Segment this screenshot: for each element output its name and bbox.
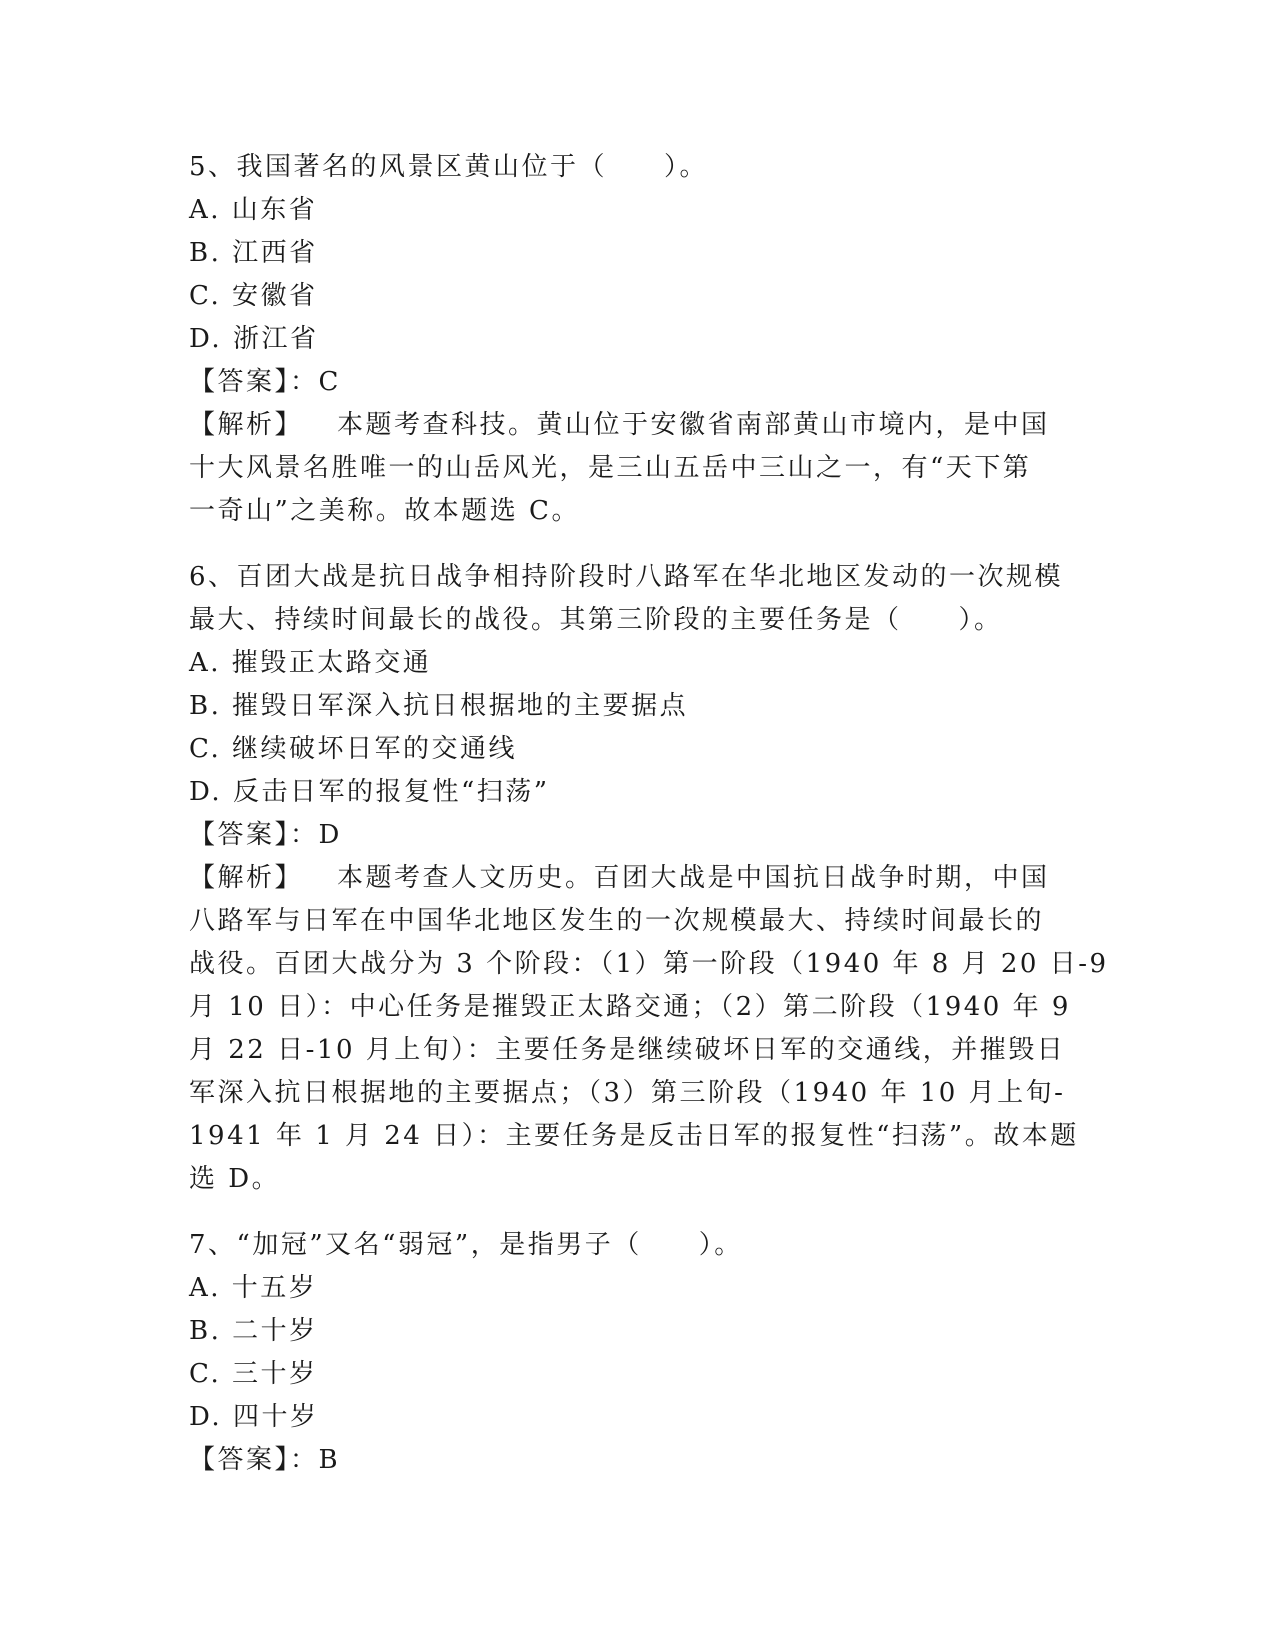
answer-value: C xyxy=(318,367,341,397)
option-d: D. 四十岁 xyxy=(189,1402,319,1432)
question-stem: 5、我国著名的风景区黄山位于（ ）。 xyxy=(189,152,709,182)
explanation-text: 月 10 日）：中心任务是摧毁正太路交通；（2）第二阶段（1940 年 9 xyxy=(189,992,1071,1022)
answer-label: 【答案】： xyxy=(189,1445,319,1475)
answer-label: 【答案】： xyxy=(189,820,319,850)
question-stem: 6、百团大战是抗日战争相持阶段时八路军在华北地区发动的一次规模 xyxy=(189,562,1064,592)
explanation-line xyxy=(189,404,1089,447)
explanation-line xyxy=(189,857,1089,900)
explanation-text: 选 D。 xyxy=(189,1164,281,1194)
question-6 xyxy=(189,556,1109,1201)
explanation-text: 一奇山”之美称。故本题选 C。 xyxy=(189,496,580,526)
explanation-label: 【解析】 xyxy=(189,410,304,440)
option-d: D. 反击日军的报复性“扫荡” xyxy=(189,777,550,807)
question-stem: 7、“加冠”又名“弱冠”，是指男子（ ）。 xyxy=(189,1230,743,1260)
option-c: C. 安徽省 xyxy=(189,281,318,311)
explanation-text: 本题考查科技。黄山位于安徽省南部黄山市境内，是中国 xyxy=(337,410,1050,440)
answer-line xyxy=(189,361,1089,404)
option-b: B. 江西省 xyxy=(189,238,318,268)
option-b: B. 摧毁日军深入抗日根据地的主要据点 xyxy=(189,691,689,721)
question-5 xyxy=(189,146,1089,533)
option-a: A. 十五岁 xyxy=(189,1273,318,1303)
option-c: C. 继续破坏日军的交通线 xyxy=(189,734,517,764)
explanation-label: 【解析】 xyxy=(189,863,304,893)
question-stem: 最大、持续时间最长的战役。其第三阶段的主要任务是（ ）。 xyxy=(189,605,1003,635)
question-spacer xyxy=(189,1201,1089,1224)
answer-line xyxy=(189,1439,1089,1482)
explanation-text: 军深入抗日根据地的主要据点；（3）第三阶段（1940 年 10 月上旬- xyxy=(189,1078,1066,1108)
answer-line xyxy=(189,814,1089,857)
explanation-text: 十大风景名胜唯一的山岳风光，是三山五岳中三山之一，有“天下第 xyxy=(189,453,1032,483)
answer-value: B xyxy=(318,1445,341,1475)
explanation-text: 战役。百团大战分为 3 个阶段：（1）第一阶段（1940 年 8 月 20 日-9 xyxy=(189,949,1109,979)
option-a: A. 摧毁正太路交通 xyxy=(189,648,432,678)
option-c: C. 三十岁 xyxy=(189,1359,318,1389)
explanation-text: 八路军与日军在中国华北地区发生的一次规模最大、持续时间最长的 xyxy=(189,906,1045,936)
option-a: A. 山东省 xyxy=(189,195,318,225)
option-b: B. 二十岁 xyxy=(189,1316,318,1346)
answer-label: 【答案】： xyxy=(189,367,319,397)
question-7 xyxy=(189,1224,1089,1482)
document-page xyxy=(189,146,1109,1482)
option-d: D. 浙江省 xyxy=(189,324,319,354)
answer-value: D xyxy=(318,820,342,850)
explanation-text: 1941 年 1 月 24 日）：主要任务是反击日军的报复性“扫荡”。故本题 xyxy=(189,1121,1079,1151)
explanation-text: 本题考查人文历史。百团大战是中国抗日战争时期，中国 xyxy=(337,863,1050,893)
question-spacer xyxy=(189,533,1089,556)
explanation-text: 月 22 日-10 月上旬）：主要任务是继续破坏日军的交通线，并摧毁日 xyxy=(189,1035,1066,1065)
